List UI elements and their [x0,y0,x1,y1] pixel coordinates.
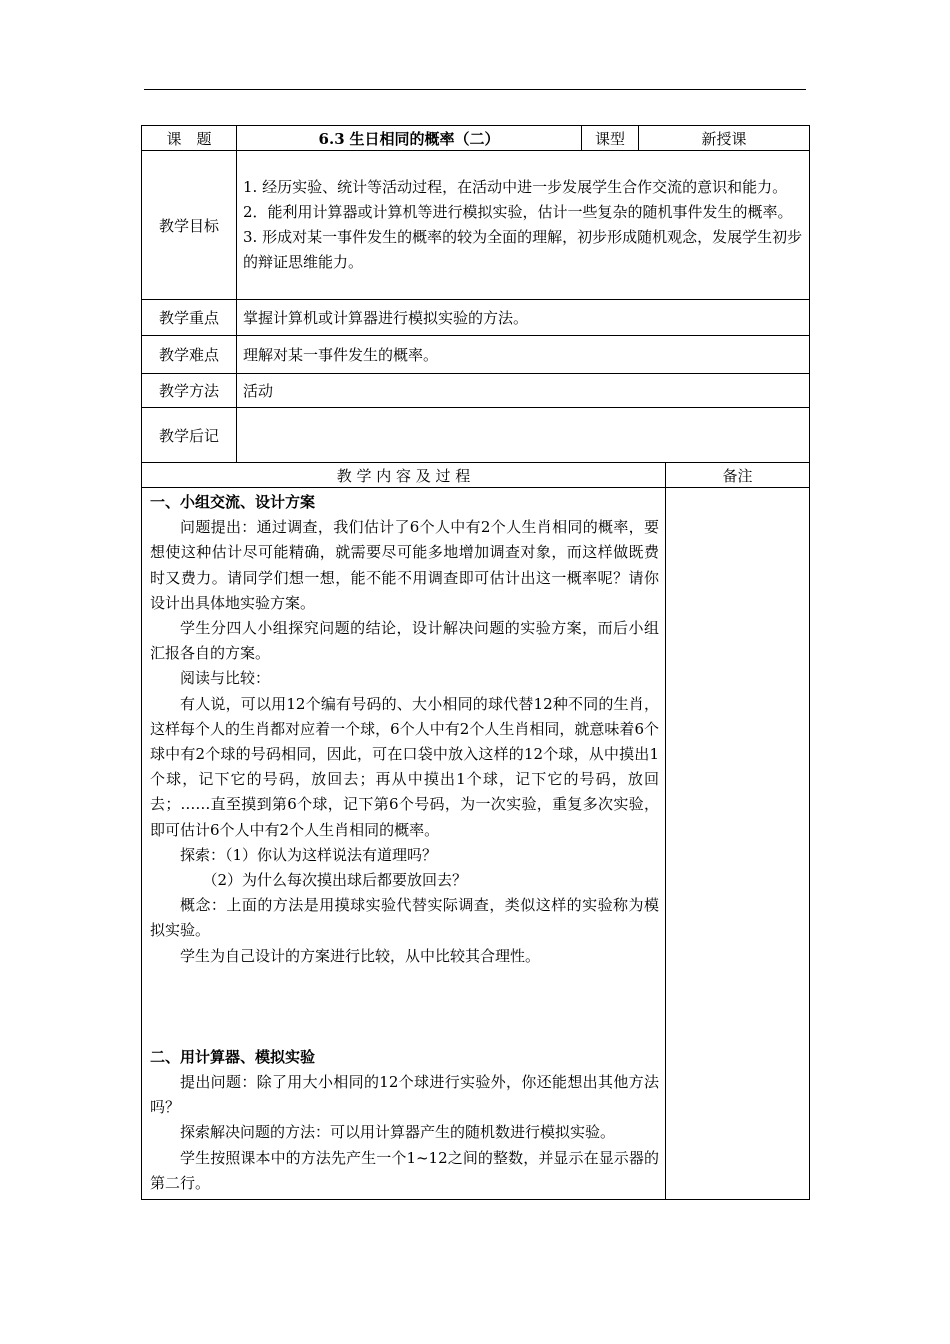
section-2-title: 二、用计算器、模拟实验 [150,1047,316,1066]
paragraph: 概念：上面的方法是用摸球实验代替实际调查，类似这样的实验称为模拟实验。 [150,896,659,940]
method-label: 教学方法 [142,374,237,408]
reflection-label: 教学后记 [142,408,237,463]
difficulty-value: 理解对某一事件发生的概率。 [237,336,810,374]
goal-item-1: 1. 经历实验、统计等活动过程，在活动中进一步发展学生合作交流的意识和能力。 [243,178,788,196]
paragraph: 阅读与比较： [180,669,271,688]
key-point-label: 教学重点 [142,300,237,336]
paragraph: 学生为自己设计的方案进行比较，从中比较其合理性。 [180,946,541,965]
topic-title: 生日相同的概率（二） [349,129,500,148]
blank-space [150,969,659,1045]
reflection-value [237,408,810,463]
paragraph: 学生按照课本中的方法先产生一个1~12之间的整数，并显示在显示器的第二行。 [150,1148,659,1192]
paragraph: 问题提出：通过调查，我们估计了6个人中有2个人生肖相同的概率，要想使这种估计尽可能精确，就需要尽可能多地增加调查对象，而这样做既费时又费力。请同学们想一想，能不能不用调查即可估计出这一概率呢？请你设计出具体地实验方案。 [150,518,659,612]
difficulty-label: 教学难点 [142,336,237,374]
goals-cell [237,151,810,300]
paragraph: 探索解决问题的方法：可以用计算器产生的随机数进行模拟实验。 [180,1123,616,1142]
remarks-header: 备注 [666,463,810,488]
paragraph: 探索：（1）你认为这样说法有道理吗？ [180,845,438,864]
paragraph: 有人说，可以用12个编有号码的、大小相同的球代替12种不同的生肖，这样每个人的生肖都对应着一个球，6个人中有2个人生肖相同，就意味着6个球中有2个球的号码相同，因此，可在口袋中放入这样的12个球，从中摸出1个球，记下它的号码，放回去；再从中摸出1个球，记下它的号码，放回去；……直至摸到第6个球，记下第6个号码，为一次实验，重复多次实验，即可估计6个人中有2个人生肖相同的概率。 [150,694,659,839]
section-1-title: 一、小组交流、设计方案 [150,493,316,511]
type-value: 新授课 [639,126,810,151]
topic-label: 课 题 [142,126,237,151]
goal-item-3: 3. 形成对某一事件发生的概率的较为全面的理解，初步形成随机观念，发展学生初步的辩证思维能力。 [243,228,803,271]
header-rule [144,89,806,90]
method-value: 活动 [237,374,810,408]
topic-number: 6.3 [318,129,345,148]
paragraph: 提出问题：除了用大小相同的12个球进行实验外，你还能想出其他方法吗？ [150,1073,659,1117]
process-content [142,488,666,1200]
topic-title-cell [237,126,582,151]
goals-label: 教学目标 [142,151,237,300]
goal-item-2: 2．能利用计算器或计算机等进行模拟实验，估计一些复杂的随机事件发生的概率。 [243,203,793,221]
key-point-value: 掌握计算机或计算器进行模拟实验的方法。 [237,300,810,336]
lesson-process-table [141,462,810,1200]
remarks-cell [666,488,810,1200]
process-header: 教 学 内 容 及 过 程 [142,463,666,488]
paragraph: 学生分四人小组探究问题的结论，设计解决问题的实验方案，而后小组汇报各自的方案。 [150,619,659,663]
paragraph: （2）为什么每次摸出球后都要放回去？ [202,871,468,890]
lesson-info-table [141,125,810,463]
type-label: 课型 [582,126,639,151]
